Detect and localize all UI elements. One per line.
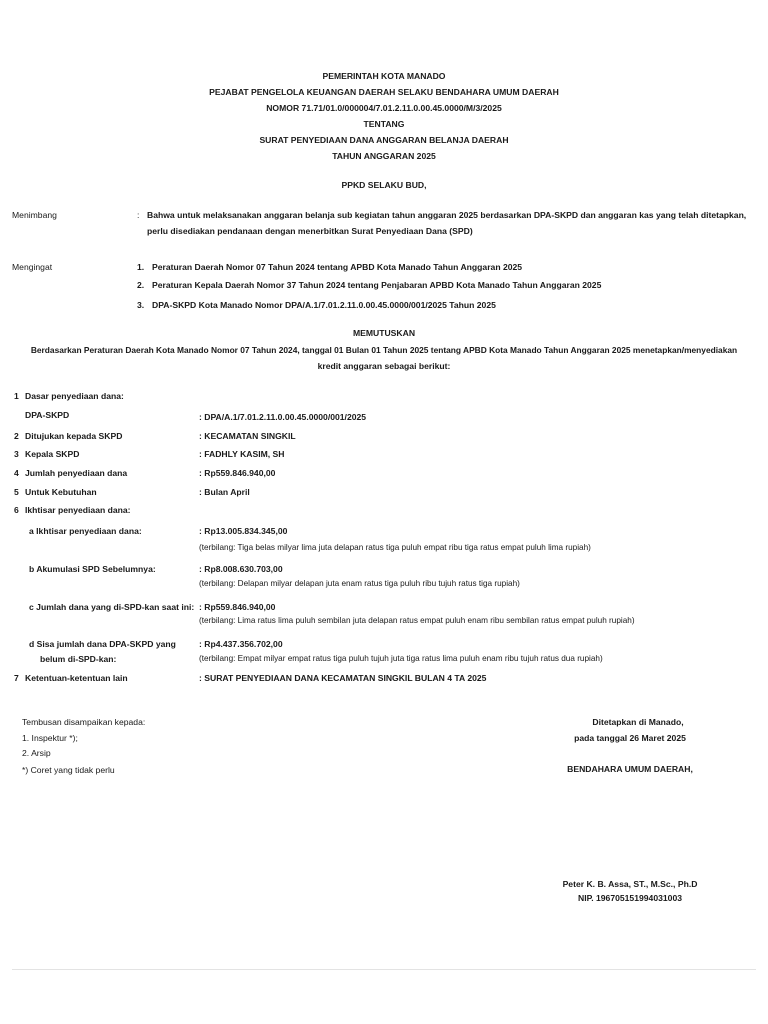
item-2-value: : KECAMATAN SINGKIL — [199, 431, 296, 441]
item-2-number: 2 — [14, 431, 19, 441]
item-1-number: 1 — [14, 391, 19, 401]
item-1-label: Dasar penyediaan dana: — [25, 391, 124, 401]
item-4-value: : Rp559.846.940,00 — [199, 468, 276, 478]
tembusan-line-2: 2. Arsip — [22, 748, 51, 758]
header-subject: SURAT PENYEDIAAN DANA ANGGARAN BELANJA DAERAH — [259, 135, 509, 145]
item-6-label: Ikhtisar penyediaan dana: — [25, 505, 131, 515]
memutuskan-text-1: Berdasarkan Peraturan Daerah Kota Manado Nomor 07 Tahun 2024, tanggal 01 Bulan 01 Tahun 2025 tentang APBD Kota Manado Tahun Anggaran 2025 menetapkan/menyediakan — [30, 345, 738, 355]
item-7-label: Ketentuan-ketentuan lain — [25, 673, 128, 683]
signature-place: Ditetapkan di Manado, — [592, 717, 684, 727]
item-6b-terbilang: (terbilang: Delapan milyar delapan juta enam ratus tiga puluh ribu tujuh ratus tiga rupiah) — [199, 579, 520, 588]
header-tentang: TENTANG — [363, 119, 405, 129]
signature-nip: NIP. 196705151994031003 — [577, 893, 683, 903]
item-6a-value: : Rp13.005.834.345,00 — [199, 526, 288, 536]
menimbang-text-2: perlu disediakan pendanaan dengan menerbitkan Surat Penyediaan Dana (SPD) — [147, 226, 473, 236]
memutuskan-text-2: kredit anggaran sebagai berikut: — [317, 361, 451, 371]
header-fiscal-year: TAHUN ANGGARAN 2025 — [332, 151, 436, 161]
header-official: PEJABAT PENGELOLA KEUANGAN DAERAH SELAKU BENDAHARA UMUM DAERAH — [209, 87, 559, 97]
header-government: PEMERINTAH KOTA MANADO — [322, 71, 446, 81]
menimbang-colon: : — [137, 210, 140, 220]
mengingat-item-1: Peraturan Daerah Nomor 07 Tahun 2024 tentang APBD Kota Manado Tahun Anggaran 2025 — [152, 262, 523, 272]
dpa-skpd-value: : DPA/A.1/7.01.2.11.0.00.45.0000/001/2025 — [199, 412, 367, 422]
item-5-value: : Bulan April — [199, 487, 250, 497]
item-4-number: 4 — [14, 468, 19, 478]
mengingat-label: Mengingat — [12, 262, 53, 272]
header-number: NOMOR 71.71/01.0/000004/7.01.2.11.0.00.45.0000/M/3/2025 — [266, 103, 502, 113]
item-6c-label: c Jumlah dana yang di-SPD-kan saat ini: — [29, 602, 195, 612]
menimbang-text-1: Bahwa untuk melaksanakan anggaran belanja sub kegiatan tahun anggaran 2025 berdasarkan DPA-SKPD dan anggaran kas yang telah ditetapkan, — [147, 210, 747, 220]
header-ppkd: PPKD SELAKU BUD, — [341, 180, 427, 190]
mengingat-item-3: DPA-SKPD Kota Manado Nomor DPA/A.1/7.01.2.11.0.00.45.0000/001/2025 Tahun 2025 — [152, 300, 496, 310]
item-6c-value: : Rp559.846.940,00 — [199, 602, 276, 612]
mengingat-num-2: 2. — [137, 280, 145, 290]
item-5-number: 5 — [14, 487, 19, 497]
item-6d-value: : Rp4.437.356.702,00 — [199, 639, 283, 649]
item-6a-terbilang: (terbilang: Tiga belas milyar lima juta delapan ratus tiga puluh empat ribu tiga ratus empat puluh lima rupiah) — [199, 543, 591, 552]
item-6d-label-2: belum di-SPD-kan: — [40, 654, 117, 664]
item-3-number: 3 — [14, 449, 19, 459]
page-divider — [12, 969, 756, 970]
item-3-label: Kepala SKPD — [25, 449, 80, 459]
item-3-value: : FADHLY KASIM, SH — [199, 449, 285, 459]
mengingat-num-1: 1. — [137, 262, 145, 272]
menimbang-label: Menimbang — [12, 210, 57, 220]
signature-date: pada tanggal 26 Maret 2025 — [574, 733, 686, 743]
item-6-number: 6 — [14, 505, 19, 515]
signature-role: BENDAHARA UMUM DAERAH, — [567, 764, 693, 774]
item-6a-label: a Ikhtisar penyediaan dana: — [29, 526, 142, 536]
item-6d-terbilang: (terbilang: Empat milyar empat ratus tiga puluh tujuh juta tiga ratus lima puluh enam ribu tujuh ratus dua rupiah) — [199, 654, 603, 663]
mengingat-num-3: 3. — [137, 300, 145, 310]
item-7-number: 7 — [14, 673, 19, 683]
item-6b-value: : Rp8.008.630.703,00 — [199, 564, 283, 574]
signature-name: Peter K. B. Assa, ST., M.Sc., Ph.D — [562, 879, 698, 889]
item-2-label: Ditujukan kepada SKPD — [25, 431, 123, 441]
item-6d-label-1: d Sisa jumlah dana DPA-SKPD yang — [29, 639, 176, 649]
item-7-value: : SURAT PENYEDIAAN DANA KECAMATAN SINGKIL BULAN 4 TA 2025 — [199, 673, 487, 683]
item-6b-label: b Akumulasi SPD Sebelumnya: — [29, 564, 156, 574]
item-4-label: Jumlah penyediaan dana — [25, 468, 128, 478]
dpa-skpd-label: DPA-SKPD — [25, 410, 70, 420]
memutuskan-title: MEMUTUSKAN — [352, 328, 416, 338]
mengingat-item-2: Peraturan Kepala Daerah Nomor 37 Tahun 2024 tentang Penjabaran APBD Kota Manado Tahun Anggaran 2025 — [152, 280, 602, 290]
tembusan-line-1: 1. Inspektur *); — [22, 733, 78, 743]
item-6c-terbilang: (terbilang: Lima ratus lima puluh sembilan juta delapan ratus empat puluh enam ribu sembilan ratus empat puluh rupiah) — [199, 616, 635, 625]
tembusan-title: Tembusan disampaikan kepada: — [22, 717, 146, 727]
item-5-label: Untuk Kebutuhan — [25, 487, 97, 497]
tembusan-line-3: *) Coret yang tidak perlu — [22, 765, 115, 775]
